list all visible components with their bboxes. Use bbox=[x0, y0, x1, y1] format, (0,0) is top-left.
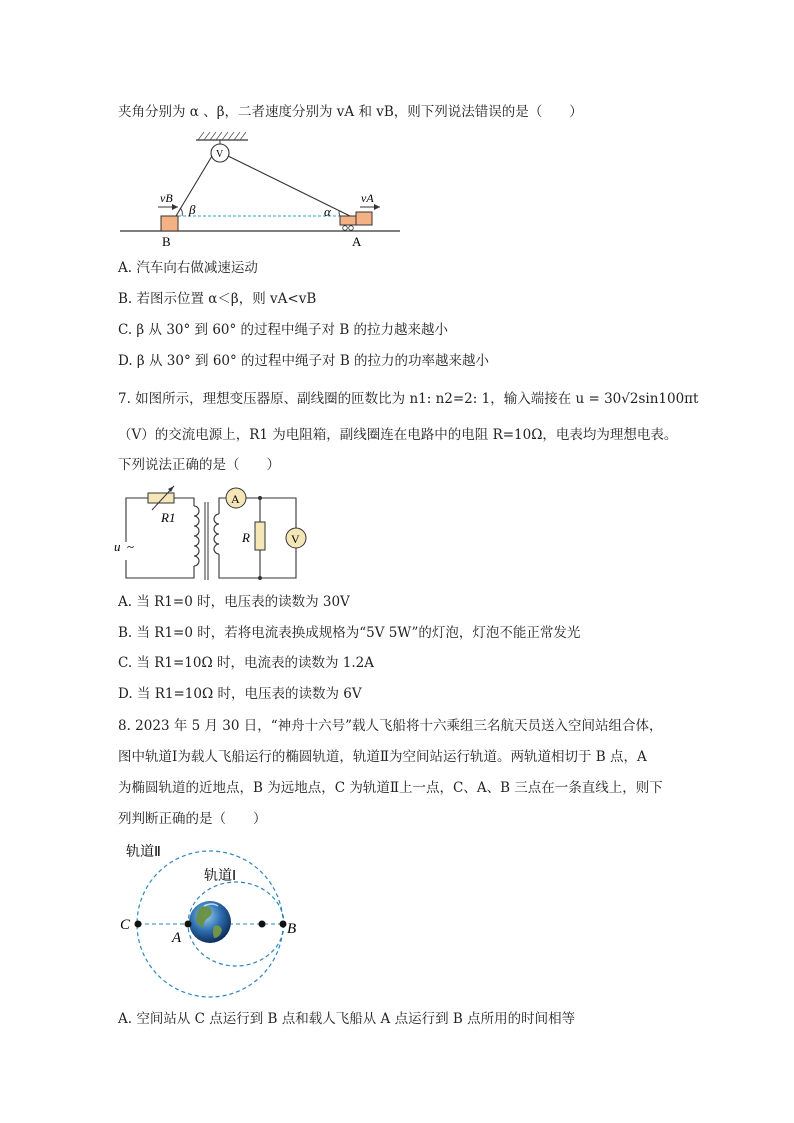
car-a bbox=[340, 216, 356, 225]
point-c bbox=[135, 921, 142, 928]
q6-figure bbox=[118, 128, 403, 250]
label-voltmeter: V bbox=[291, 532, 300, 546]
resistor-r bbox=[255, 522, 265, 550]
q8-stem-line3: 为椭圆轨道的近地点，B 为远地点，C 为轨道Ⅱ上一点，C、A、B 三点在一条直线上，则下 bbox=[118, 780, 663, 796]
label-vA: vA bbox=[361, 191, 374, 205]
q8-stem-line1: 8. 2023 年 5 月 30 日，“神舟十六号”载人飞船将十六乘组三名航天员送入空间站组合体， bbox=[118, 718, 663, 734]
label-C: C bbox=[120, 917, 131, 933]
pulley-mark: V bbox=[216, 149, 224, 160]
label-u: u bbox=[114, 539, 121, 554]
label-tilde: ~ bbox=[127, 539, 135, 554]
q6-stem-tail: 夹角分别为 α 、β，二者速度分别为 vA 和 vB，则下列说法错误的是（ ） bbox=[118, 104, 583, 120]
q7-option-b: B. 当 R1=0 时，若将电流表换成规格为“5V 5W”的灯泡，灯泡不能正常发光 bbox=[118, 625, 581, 641]
label-alpha: α bbox=[324, 204, 331, 219]
block-b bbox=[161, 216, 178, 231]
label-B: B bbox=[162, 234, 171, 249]
q7-stem-line1: 7. 如图所示，理想变压器原、副线圈的匝数比为 n1: n2=2: 1，输入端接在 u = 30√2sin100πt bbox=[118, 391, 699, 407]
label-orbit1: 轨道Ⅰ bbox=[204, 869, 237, 884]
resistor-r1 bbox=[148, 493, 174, 503]
label-R1: R1 bbox=[161, 510, 176, 525]
point-b bbox=[280, 921, 287, 928]
q8-stem-line4: 列判断正确的是（ ） bbox=[118, 811, 267, 827]
label-ammeter: A bbox=[231, 492, 240, 506]
q7-stem-line2: （V）的交流电源上，R1 为电阻箱，副线圈连在电路中的电阻 R=10Ω，电表均为理想电表。 bbox=[118, 427, 678, 443]
earth-icon bbox=[189, 901, 231, 943]
q6-option-d: D. β 从 30° 到 60° 的过程中绳子对 B 的拉力的功率越来越小 bbox=[118, 353, 490, 369]
label-vB: vB bbox=[160, 191, 173, 205]
q7-option-a: A. 当 R1=0 时，电压表的读数为 30V bbox=[118, 594, 350, 610]
label-A: A bbox=[352, 234, 362, 249]
q7-option-c: C. 当 R1=10Ω 时，电流表的读数为 1.2A bbox=[118, 655, 374, 671]
q8-option-a: A. 空间站从 C 点运行到 B 点和载人飞船从 A 点运行到 B 点所用的时间相等 bbox=[118, 1011, 576, 1027]
label-B: B bbox=[287, 921, 297, 937]
q7-circuit-figure bbox=[116, 484, 316, 584]
label-R: R bbox=[242, 530, 250, 545]
q8-orbit-figure bbox=[116, 838, 306, 998]
point-a bbox=[185, 921, 192, 928]
q6-option-a: A. 汽车向右做减速运动 bbox=[118, 260, 258, 276]
q7-stem-line3: 下列说法正确的是（ ） bbox=[118, 457, 280, 473]
q6-option-c: C. β 从 30° 到 60° 的过程中绳子对 B 的拉力越来越小 bbox=[118, 322, 449, 338]
label-beta: β bbox=[189, 202, 196, 217]
q8-stem-line2: 图中轨道Ⅰ为载人飞船运行的椭圆轨道，轨道Ⅱ为空间站运行轨道。两轨道相切于 B 点，A bbox=[118, 749, 647, 765]
label-A: A bbox=[172, 930, 182, 946]
q6-option-b: B. 若图示位置 α＜β，则 vA<vB bbox=[118, 291, 317, 307]
q7-option-d: D. 当 R1=10Ω 时，电压表的读数为 6V bbox=[118, 686, 362, 702]
label-orbit2: 轨道Ⅱ bbox=[126, 845, 161, 860]
